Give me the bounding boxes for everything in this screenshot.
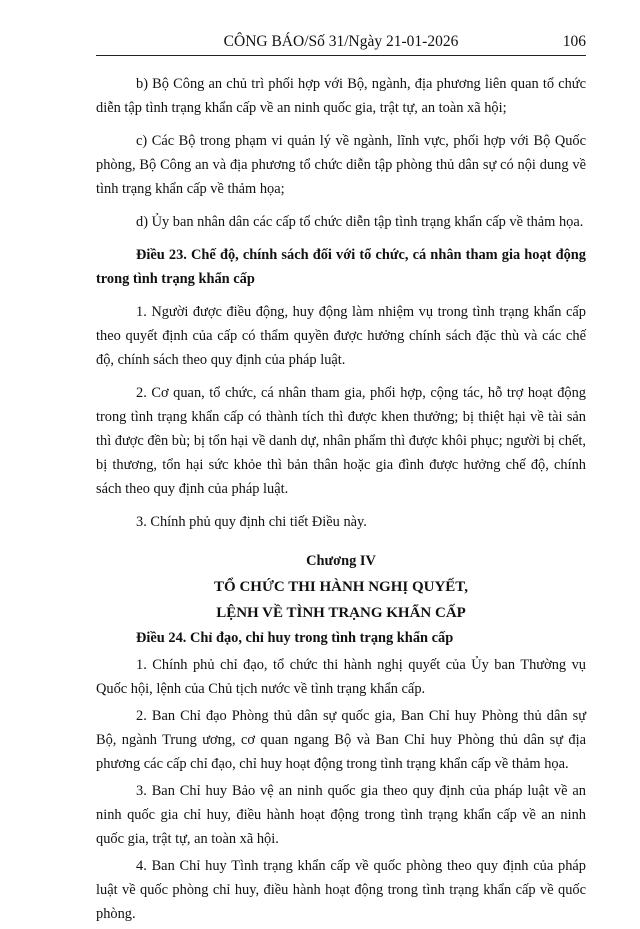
article-23-clause-3: 3. Chính phủ quy định chi tiết Điều này. bbox=[136, 514, 367, 530]
article-23-clause-1: 1. Người được điều động, huy động làm nhiệm vụ trong tình trạng khẩn cấp theo quyết định của cấp có thẩm quyền được hưởng chính sách đặc thù và các chế độ, chính sách theo quy định của pháp luật. bbox=[96, 304, 586, 368]
paragraph-c: c) Các Bộ trong phạm vi quản lý về ngành, lĩnh vực, phối hợp với Bộ Quốc phòng, Bộ Công an và địa phương tổ chức diễn tập phòng thủ dân sự có nội dung về tình trạng khẩn cấp về thảm họa; bbox=[96, 133, 586, 197]
paragraph-b: b) Bộ Công an chủ trì phối hợp với Bộ, ngành, địa phương liên quan tổ chức diễn tập tình trạng khẩn cấp về an ninh quốc gia, trật tự, an toàn xã hội; bbox=[96, 76, 586, 116]
article-24-title: Điều 24. Chỉ đạo, chỉ huy trong tình trạng khẩn cấp bbox=[136, 630, 454, 646]
article-23-title: Điều 23. Chế độ, chính sách đối với tổ chức, cá nhân tham gia hoạt động trong tình trạng khẩn cấp bbox=[96, 247, 586, 287]
chapter-title-line-2: LỆNH VỀ TÌNH TRẠNG KHẨN CẤP bbox=[216, 605, 466, 621]
document-body bbox=[96, 72, 586, 929]
article-24-clause-2: 2. Ban Chỉ đạo Phòng thủ dân sự quốc gia, Ban Chỉ huy Phòng thủ dân sự Bộ, ngành Trung ương, cơ quan ngang Bộ và Ban Chỉ huy Phòng thủ dân sự địa phương các cấp chỉ đạo, chỉ huy hoạt động trong tình trạng khẩn cấp về thảm họa. bbox=[96, 708, 586, 772]
chapter-heading: Chương IV bbox=[306, 553, 376, 569]
chapter-title-line-1: TỔ CHỨC THI HÀNH NGHỊ QUYẾT, bbox=[214, 579, 468, 595]
page-number: 106 bbox=[562, 33, 586, 50]
gazette-title: CÔNG BÁO/Số 31/Ngày 21-01-2026 bbox=[223, 33, 459, 50]
paragraph-d: d) Ủy ban nhân dân các cấp tổ chức diễn tập tình trạng khẩn cấp về thảm họa. bbox=[136, 214, 584, 230]
article-24-clause-1: 1. Chính phủ chỉ đạo, tổ chức thi hành nghị quyết của Ủy ban Thường vụ Quốc hội, lệnh của Chủ tịch nước về tình trạng khẩn cấp. bbox=[96, 657, 586, 697]
page-header bbox=[96, 33, 586, 56]
article-23-clause-2: 2. Cơ quan, tổ chức, cá nhân tham gia, phối hợp, cộng tác, hỗ trợ hoạt động trong tình trạng khẩn cấp có thành tích thì được khen thưởng; bị thiệt hại về tài sản thì được đền bù; bị tổn hại về danh dự, nhân phẩm thì được khôi phục; người bị chết, bị thương, tổn hại sức khỏe thì bản thân hoặc gia đình được hưởng chế độ, chính sách theo quy định của pháp luật. bbox=[96, 385, 586, 497]
article-24-clause-4: 4. Ban Chỉ huy Tình trạng khẩn cấp về quốc phòng theo quy định của pháp luật về quốc phòng chỉ huy, điều hành hoạt động trong tình trạng khẩn cấp về quốc phòng. bbox=[96, 858, 586, 922]
article-24-clause-3: 3. Ban Chỉ huy Bảo vệ an ninh quốc gia theo quy định của pháp luật về an ninh quốc gia chỉ huy, điều hành hoạt động trong tình trạng khẩn cấp về an ninh quốc gia, trật tự, an toàn xã hội. bbox=[96, 783, 586, 847]
